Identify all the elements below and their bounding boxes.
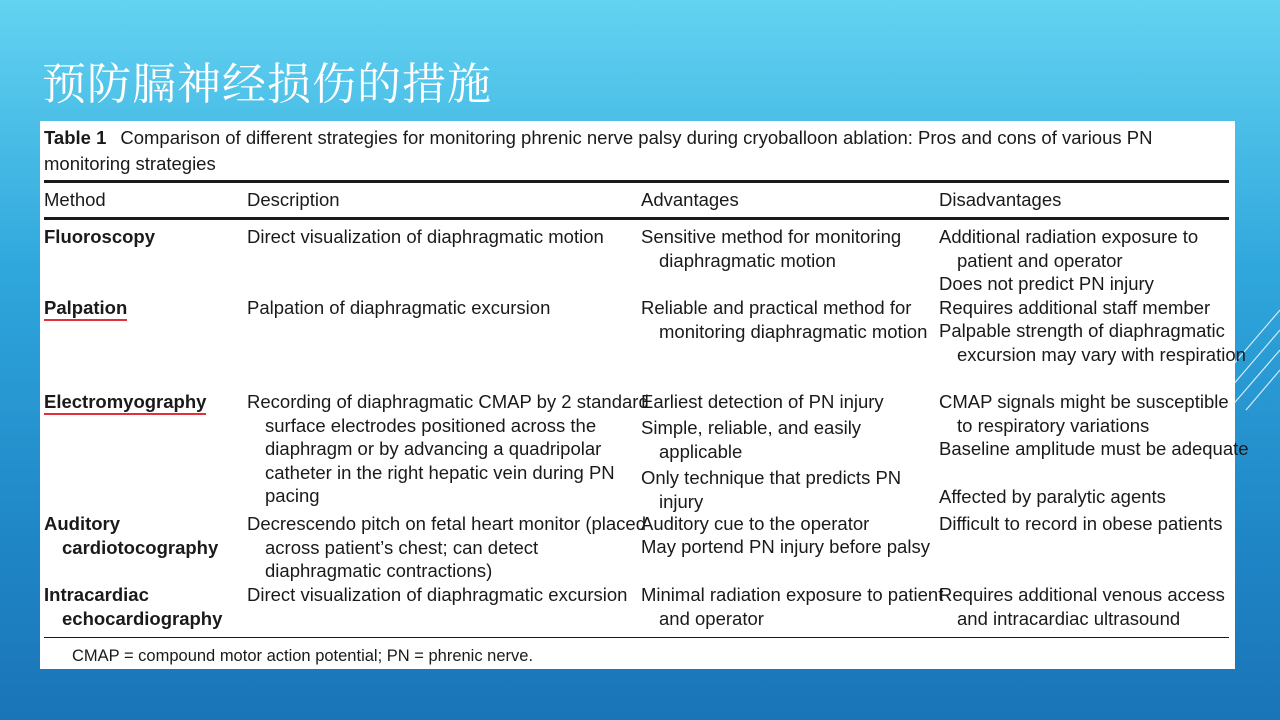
row-fluoroscopy-description: Direct visualization of diaphragmatic motion bbox=[247, 226, 604, 247]
table-label: Table 1 bbox=[44, 127, 107, 148]
row-ice-description: Direct visualization of diaphragmatic excursion bbox=[247, 584, 628, 605]
row-electromyography-advantage: Simple, reliable, and easily applicable bbox=[641, 417, 862, 462]
table-header-rule bbox=[44, 217, 1229, 220]
row-palpation-advantage: Reliable and practical method for monitoring diaphragmatic motion bbox=[641, 297, 928, 342]
row-ice-method: Intracardiac echocardiography bbox=[44, 584, 223, 629]
row-electromyography-disadvantage: Affected by paralytic agents bbox=[939, 486, 1166, 507]
table-bottom-rule bbox=[44, 637, 1229, 638]
header-method: Method bbox=[44, 189, 106, 210]
row-fluoroscopy-advantage: Sensitive method for monitoring diaphragmatic motion bbox=[641, 226, 902, 271]
row-palpation-description: Palpation of diaphragmatic excursion bbox=[247, 297, 551, 318]
row-auditory-description: Decrescendo pitch on fetal heart monitor (placed across patient’s chest; can detect diaphragmatic contractions) bbox=[247, 513, 646, 581]
table-caption-text: Comparison of different strategies for monitoring phrenic nerve palsy during cryoballoon ablation: Pros and cons of various PN monitoring strategies bbox=[44, 127, 1153, 174]
row-auditory-advantage: Auditory cue to the operator bbox=[641, 513, 870, 534]
row-electromyography-disadvantage: Baseline amplitude must be adequate bbox=[939, 438, 1249, 459]
header-description: Description bbox=[247, 189, 340, 210]
slide-title: 预防膈神经损伤的措施 bbox=[42, 59, 492, 110]
row-electromyography-advantage: Only technique that predicts PN injury bbox=[641, 467, 902, 512]
header-disadvantages: Disadvantages bbox=[939, 189, 1062, 210]
row-fluoroscopy-disadvantage: Does not predict PN injury bbox=[939, 273, 1154, 294]
table-image-panel bbox=[40, 121, 1249, 669]
row-palpation-disadvantage: Palpable strength of diaphragmatic excursion may vary with respiration bbox=[939, 320, 1246, 365]
table-top-rule bbox=[44, 180, 1229, 183]
row-electromyography-disadvantage: CMAP signals might be susceptible to respiratory variations bbox=[939, 391, 1229, 436]
row-auditory-advantage: May portend PN injury before palsy bbox=[641, 536, 930, 557]
row-palpation-disadvantage: Requires additional staff member bbox=[939, 297, 1211, 318]
table-caption bbox=[44, 125, 1224, 177]
row-electromyography-method bbox=[44, 390, 257, 414]
row-fluoroscopy-method: Fluoroscopy bbox=[44, 226, 156, 247]
row-fluoroscopy-disadvantage: Additional radiation exposure to patient and operator bbox=[939, 226, 1199, 271]
row-ice-disadvantage: Requires additional venous access and intracardiac ultrasound bbox=[939, 584, 1225, 629]
row-electromyography-advantage: Earliest detection of PN injury bbox=[641, 391, 884, 412]
row-auditory-disadvantage: Difficult to record in obese patients bbox=[939, 513, 1223, 534]
red-underline-palpation: Palpation bbox=[44, 297, 127, 321]
row-electromyography-description: Recording of diaphragmatic CMAP by 2 standard surface electrodes positioned across the diaphragm or by advancing a quadripolar catheter in the right hepatic vein during PN pacing bbox=[247, 391, 649, 506]
row-ice-advantage: Minimal radiation exposure to patient and operator bbox=[641, 584, 944, 629]
header-advantages: Advantages bbox=[641, 189, 739, 210]
table-footnote: CMAP = compound motor action potential; PN = phrenic nerve. bbox=[72, 647, 534, 665]
red-underline-electromyography: Electromyography bbox=[44, 391, 206, 415]
row-palpation-method bbox=[44, 296, 257, 320]
row-auditory-method: Auditory cardiotocography bbox=[44, 513, 219, 558]
